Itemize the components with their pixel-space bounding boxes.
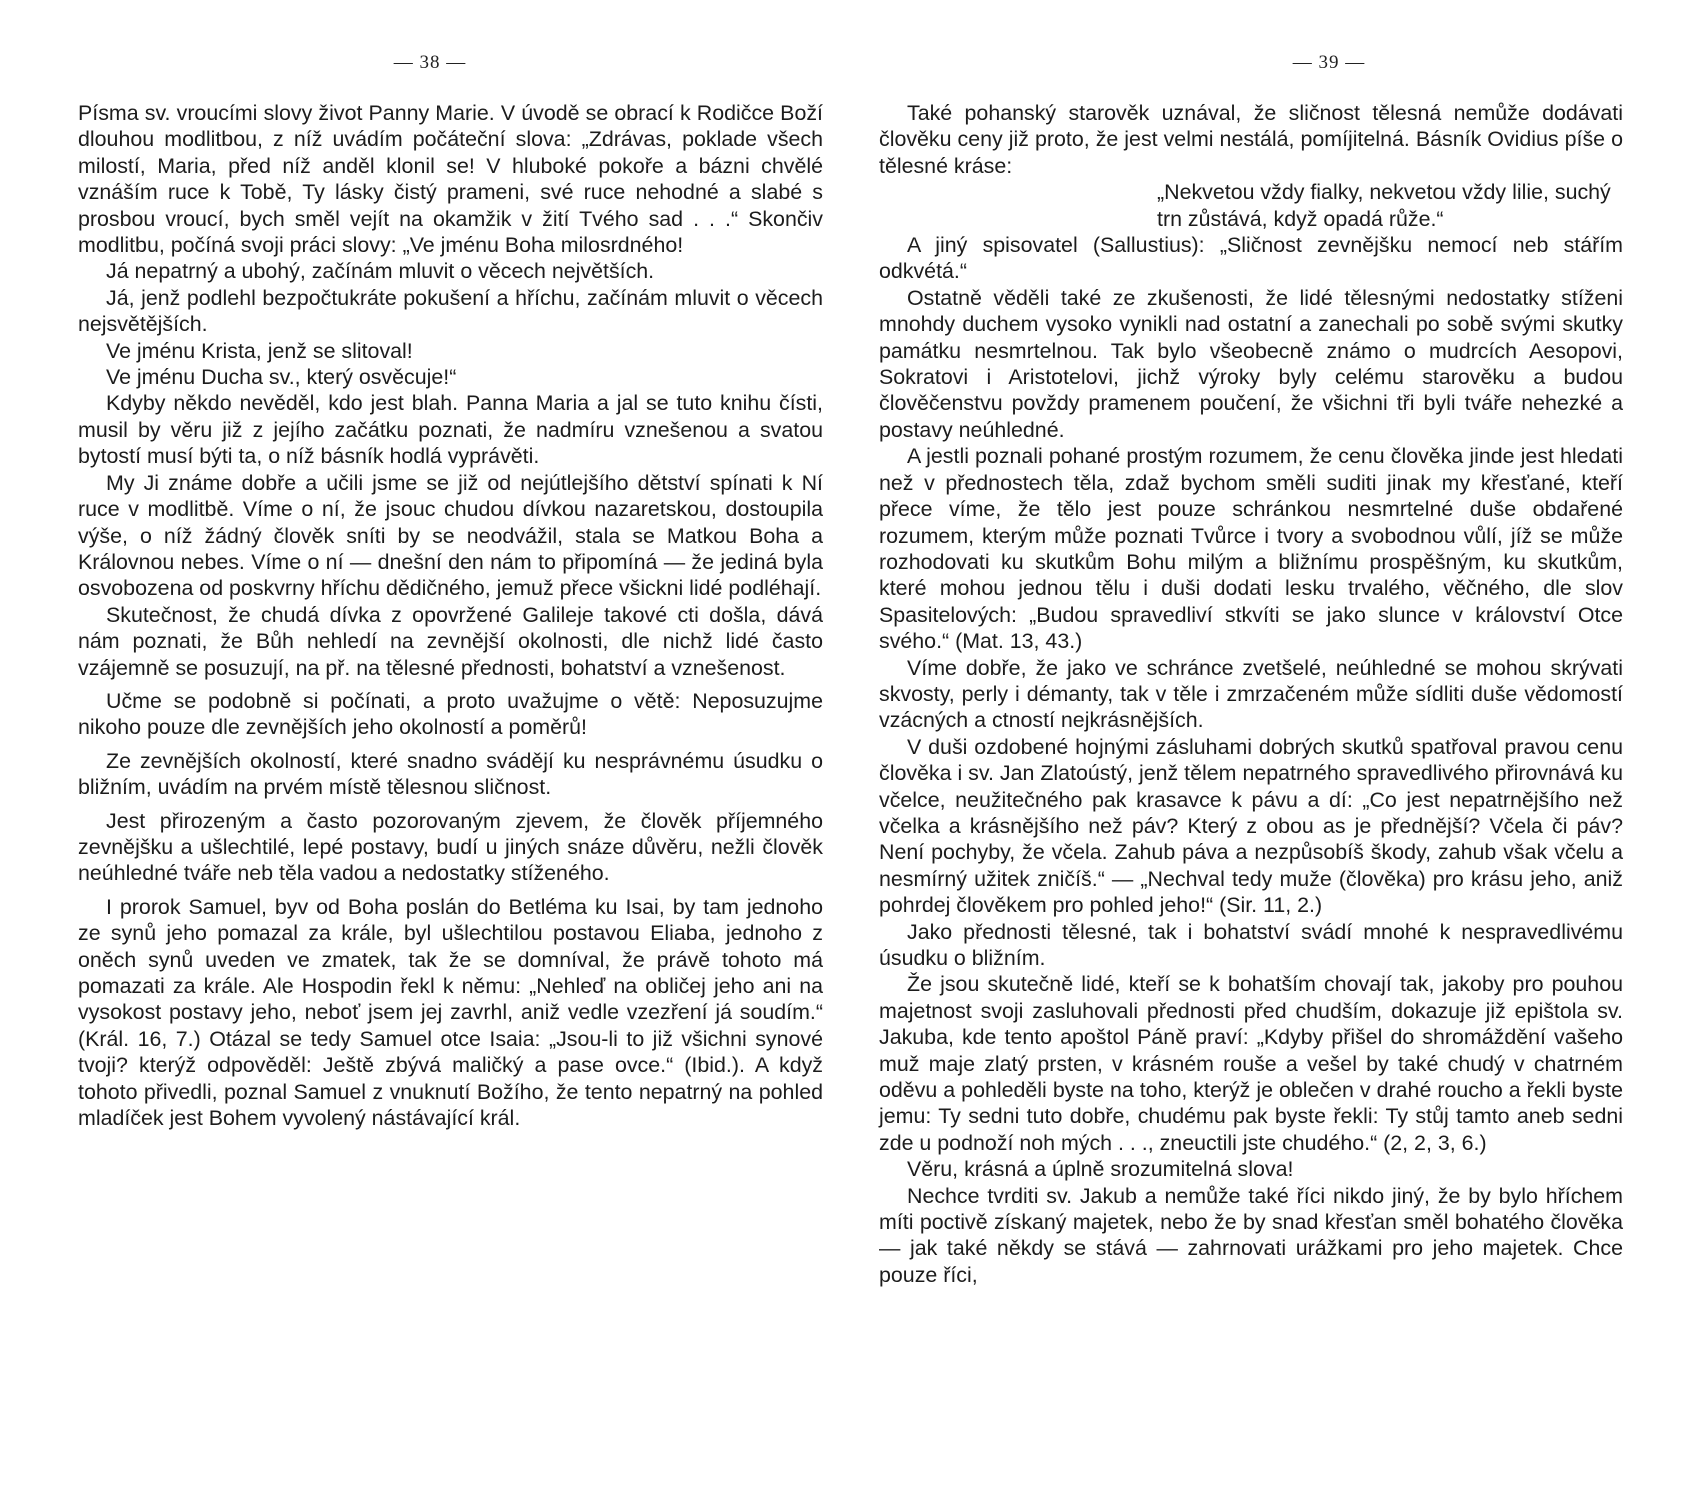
right-page xyxy=(849,0,1698,1500)
page-number: — 39 — xyxy=(1292,52,1366,73)
paragraph: Ze zevnějších okolností, které snadno svádějí ku nesprávnému úsudku o bližním, uvádím na prvém místě tělesnou sličnost. xyxy=(78,748,823,800)
verse-quote: „Nekvetou vždy fialky, nekvetou vždy lilie, suchý trn zůstává, když opadá růže.“ xyxy=(1157,180,1611,231)
paragraph: Ve jménu Krista, jenž se slitoval! xyxy=(106,338,413,363)
paragraph: Nechce tvrditi sv. Jakub a nemůže také říci nikdo jiný, že by bylo hříchem míti poctivě získaný majetek, nebo že by snad křesťan směl bohatého člověka — jak také někdy se stává — zahrnovati urážkami pro jeho majetek. Chce pouze říci, xyxy=(879,1183,1623,1287)
paragraph: Já, jenž podlehl bezpočtukráte pokušení a hříchu, začínám mluvit o věcech nejsvětějších. xyxy=(78,285,823,337)
paragraph: Jest přirozeným a často pozorovaným zjevem, že člověk příjemného zevnějšku a ušlechtilé, lepé postavy, budí u jiných snáze důvěru, nežli člověk neúhledné tváře neb těla vadou a nedostatky stíženého. xyxy=(78,808,823,886)
paragraph: Kdyby někdo nevěděl, kdo jest blah. Panna Maria a jal se tuto knihu čísti, musil by věru již z jejího začátku poznati, že nadmíru vznešenou a svatou bytostí musí býti ta, o níž básník hodlá vyprávěti. xyxy=(78,391,823,469)
paragraph: My Ji známe dobře a učili jsme se již od nejútlejšího dětství spínati k Ní ruce v modlitbě. Víme o ní, že jsouc chudou dívkou nazaretskou, dostoupila výše, o níž žádný člověk sníti by se neodvážil, stala se Matkou Boha a Královnou nebes. Víme o ní — dnešní den nám to připomíná — že jediná byla osvobozena od poskvrny hříchu dědičného, jemuž přece všickni lidé podléhají. xyxy=(78,470,823,601)
paragraph: V duši ozdobené hojnými zásluhami dobrých skutků spatřoval pravou cenu člověka i sv. Jan Zlatoústý, jenž tělem nepatrného spravedlivého přirovnává ku včelce, neužitečného pak krasavce k pávu a dí: „Co jest nepatrnějšího než včelka a krásnějšího než páv? Který z obou as je přednější? Včela či páv? Není pochyby, že včela. Zahub páva a nezpůsobíš škody, zahub však včelu a nesmírný užitek zničíš.“ — „Nechval tedy muže (člověka) pro krásu jeho, aniž pohrdej člověkem pro pohled jeho!“ (Sir. 11, 2.) xyxy=(879,734,1623,918)
paragraph: Ve jménu Ducha sv., který osvěcuje!“ xyxy=(106,365,457,390)
paragraph: Jako přednosti tělesné, tak i bohatství svádí mnohé k nespravedlivému úsudku o bližním. xyxy=(879,919,1623,970)
text-column xyxy=(78,100,823,1131)
paragraph: Učme se podobně si počínati, a proto uvažujme o větě: Neposuzujme nikoho pouze dle zevnějších jeho okolností a poměrů! xyxy=(78,688,823,740)
paragraph: Víme dobře, že jako ve schránce zvetšelé, neúhledné se mohou skrývati skvosty, perly i démanty, tak v těle i zmrzačeném může sídliti duše vědomostí vzácných a ctností nejkrásnějších. xyxy=(879,655,1623,733)
paragraph: A jiný spisovatel (Sallustius): „Sličnost zevnějšku nemocí neb stářím odkvétá.“ xyxy=(879,233,1623,284)
paragraph: Ostatně věděli také ze zkušenosti, že lidé tělesnými nedostatky stíženi mnohdy duchem vysoko vynikli nad ostatní a zanechali po sobě svými skutky památku nesmrtelnou. Tak bylo všeobecně známo o mudrcích Aesopovi, Sokratovi i Aristotelovi, jichž výroky byly celému starověku a budou člověčenstvu povždy pramenem poučení, že všichni tři byli tváře nehezké a postavy neúhledné. xyxy=(879,285,1623,442)
text-column xyxy=(879,100,1623,1288)
paragraph: Věru, krásná a úplně srozumitelná slova! xyxy=(907,1157,1294,1182)
paragraph: Že jsou skutečně lidé, kteří se k bohatším chovají tak, jakoby pro pouhou majetnost svoji zasluhovali přednosti před chudším, dokazuje již epištola sv. Jakuba, kde tento apoštol Páně praví: „Kdyby přišel do shromáždění vašeho muž maje zlatý prsten, v krásném rouše a vešel by také chudý v chatrném oděvu a pohleděli byste na toho, kterýž je oblečen v drahé roucho a řekli byste jemu: Ty sedni tuto dobře, chudému pak byste řekli: Ty stůj tamto aneb sedni zde u podnoží noh mých . . ., zneuctili jste chudého.“ (2, 2, 3, 6.) xyxy=(879,972,1623,1155)
paragraph: A jestli poznali pohané prostým rozumem, že cenu člověka jinde jest hledati než v přednostech těla, zdaž bychom směli suditi jinak my křesťané, kteří přece víme, že tělo jest pouze schránkou nesmrtelné duše obdařené rozumem, kterým může poznati Tvůrce i tvory a svobodnou vůlí, jíž se může rozhodovati ku skutkům Bohu milým a bližnímu prospěšným, ku skutkům, které mohou jednou tělu i duši dodati lesku trvalého, věčného, dle slov Spasitelových: „Budou spravedliví stkvíti se jako slunce v království Otce svého.“ (Mat. 13, 43.) xyxy=(879,444,1623,654)
paragraph: Také pohanský starověk uznával, že sličnost tělesná nemůže dodávati člověku ceny již proto, že jest velmi nestálá, pomíjitelná. Básník Ovidius píše o tělesné kráse: xyxy=(879,101,1623,178)
paragraph: I prorok Samuel, byv od Boha poslán do Betléma ku Isai, by tam jednoho ze synů jeho pomazal za krále, byl ušlechtilou postavou Eliaba, jednoho z oněch synů uveden ve zmatek, tak že se domníval, že právě tohoto má pomazati za krále. Ale Hospodin řekl k němu: „Nehleď na obličej jeho ani na vysokost postavy jeho, neboť jsem jej zavrhl, aniž vedle vzezření já soudím.“ (Král. 16, 7.) Otázal se tedy Samuel otce Isaia: „Jsou-li to již všichni synové tvoji? kterýž odpověděl: Ještě zbývá maličký a pase ovce.“ (Ibid.). A když tohoto přivedli, poznal Samuel z vnuknutí Božího, že tento nepatrný na pohled mladíček jest Bohem vyvolený nástávající král. xyxy=(78,894,823,1131)
paragraph: Písma sv. vroucími slovy život Panny Marie. V úvodě se obrací k Rodičce Boží dlouhou modlitbou, z níž uvádím počáteční slova: „Zdrávas, poklade všech milostí, Maria, před níž anděl klonil se! V hluboké pokoře a bázni chvělé vznáším ruce k Tobě, Ty lásky čistý prameni, své ruce nehodné a slabé s prosbou vroucí, bych směl vejít na okamžik v žití Tvého sad . . .“ Skončiv modlitbu, počíná svoji práci slovy: „Ve jménu Boha milosrdného! xyxy=(78,101,823,258)
paragraph: Já nepatrný a ubohý, začínám mluvit o věcech největších. xyxy=(106,259,655,284)
paragraph: Skutečnost, že chudá dívka z opovržené Galileje takové cti došla, dává nám poznati, že Bůh nehledí na zevnější okolnosti, dle nichž lidé často vzájemně se posuzují, na př. na tělesné přednosti, bohatství a vznešenost. xyxy=(78,602,823,680)
page-number: — 38 — xyxy=(393,52,467,73)
